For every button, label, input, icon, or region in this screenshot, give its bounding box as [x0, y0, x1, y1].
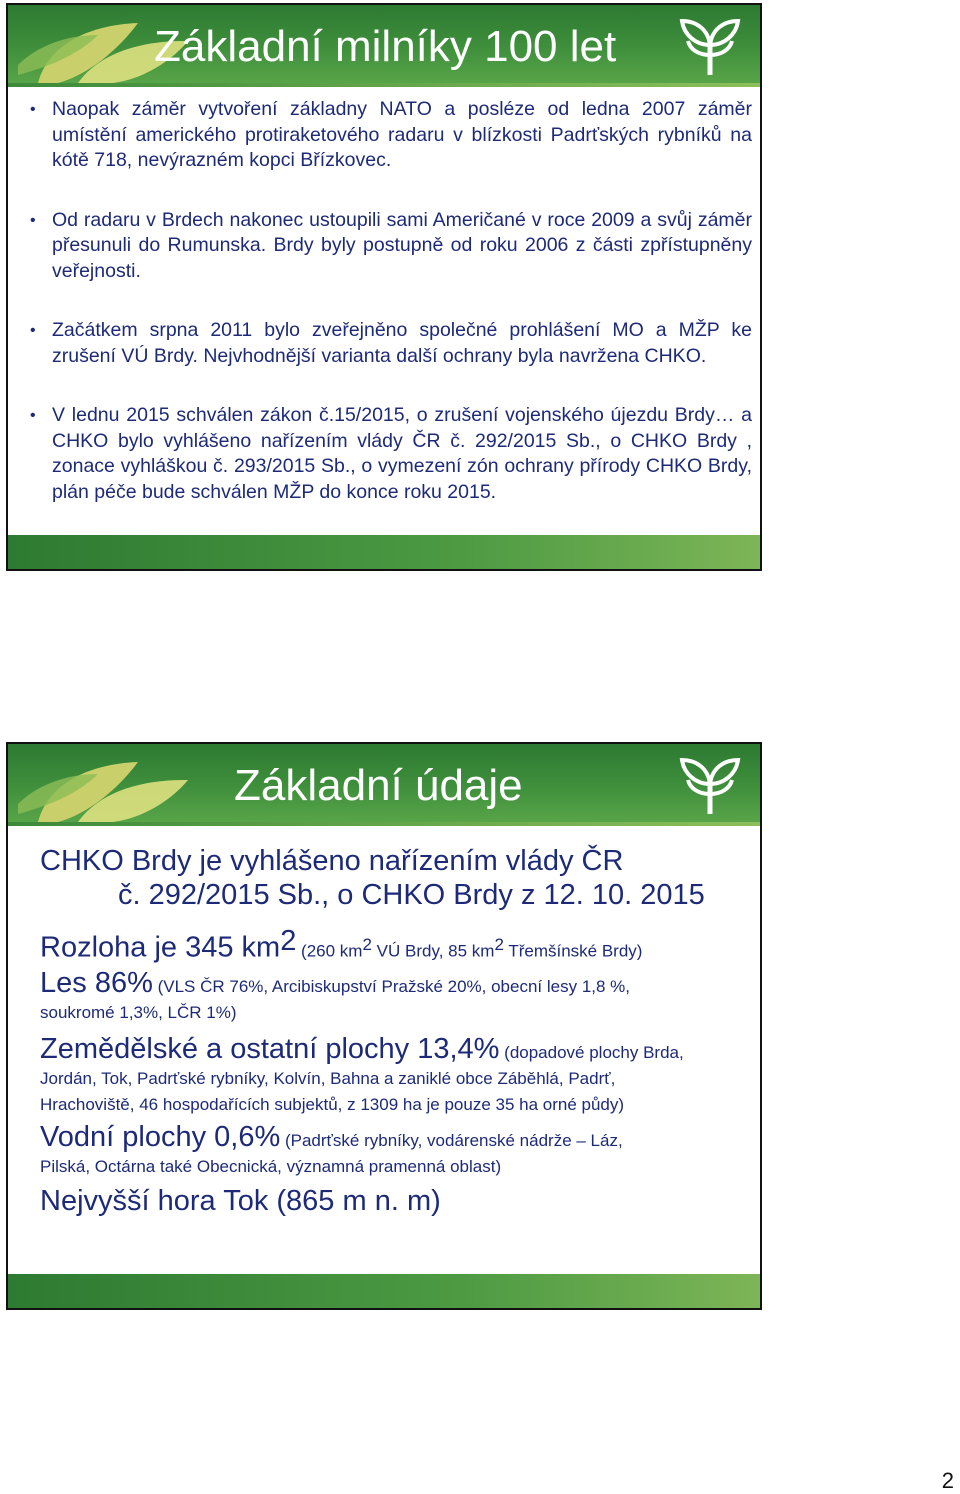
- header-divider: [8, 83, 760, 87]
- leaves-decoration-icon: [18, 744, 198, 822]
- slide-title: Základní údaje: [234, 761, 523, 810]
- peak-text: Nejvyšší hora Tok (865 m n. m): [40, 1185, 441, 1217]
- list-item: • Naopak záměr vytvoření základny NATO a posléze od ledna 2007 záměr umístění amerického protiraketového radaru v blízkosti Padrťských rybníků na kótě 718, nevýrazném kopci Břízkovec.: [30, 98, 752, 171]
- agriculture-text: Zemědělské a ostatní plochy 13,4% (dopadové plochy Brda, Jordán, Tok, Padrťské rybníky, Kolvín, Bahna a zaniklé obce Záběhlá, Padrť, Hrachoviště, 46 hospodařících subjektů, z 1309 ha je pouze 35 ha orné půdy): [40, 1033, 684, 1114]
- forest-text: Les 86% (VLS ČR 76%, Arcibiskupství Pražské 20%, obecní lesy 1,8 %, soukromé 1,3%, LČR 1%): [40, 967, 631, 1022]
- slide-header: [8, 5, 760, 83]
- list-item: • Od radaru v Brdech nakonec ustoupili sami Američané v roce 2009 a svůj záměr přesunuli do Rumunska. Brdy byly postupně od roku 2006 z části zpřístupněny veřejnosti.: [30, 208, 752, 282]
- slide-footer: [8, 535, 760, 569]
- slide-header: [8, 744, 760, 822]
- header-divider: [8, 822, 760, 826]
- slide-milestones: [6, 3, 762, 571]
- area-text: Rozloha je 345 $km^2$ (260 $km^2$ VÚ Brdy, 85 $km^2$ Třemšínské Brdy): [40, 925, 643, 964]
- bullet-icon: •: [30, 407, 36, 424]
- slide-basic-data: [6, 742, 762, 1310]
- decree-text: CHKO Brdy je vyhlášeno nařízením vlády ČR č. 292/2015 Sb., o CHKO Brdy z 12. 10. 2015: [40, 845, 705, 911]
- list-item: • V lednu 2015 schválen zákon č.15/2015, o zrušení vojenského újezdu Brdy… a CHKO bylo vyhlášeno nařízením vlády ČR č. 292/2015 Sb., o CHKO Brdy , zonace vyhláškou č. 293/2015 Sb., o vymezení zón ochrany přírody CHKO Brdy, plán péče bude schválen MŽP do konce roku 2015.: [30, 404, 752, 503]
- slide-footer: [8, 1274, 760, 1308]
- plant-logo-icon: [674, 15, 746, 79]
- slide-title: Základní milníky 100 let: [154, 22, 617, 71]
- page-number: 2: [941, 1468, 954, 1493]
- bullet-icon: •: [30, 322, 36, 339]
- plant-logo-icon: [674, 754, 746, 818]
- bullet-icon: •: [30, 101, 36, 118]
- water-text: Vodní plochy 0,6% (Padrťské rybníky, vodárenské nádrže – Láz, Pilská, Octárna také Obecnická, významná pramenná oblast): [40, 1121, 623, 1176]
- bullet-icon: •: [30, 211, 36, 229]
- list-item: • Začátkem srpna 2011 bylo zveřejněno společné prohlášení MO a MŽP ke zrušení VÚ Brdy. Nejvhodnější varianta další ochrany byla navržena CHKO.: [30, 319, 752, 367]
- milestone-list: [30, 97, 752, 539]
